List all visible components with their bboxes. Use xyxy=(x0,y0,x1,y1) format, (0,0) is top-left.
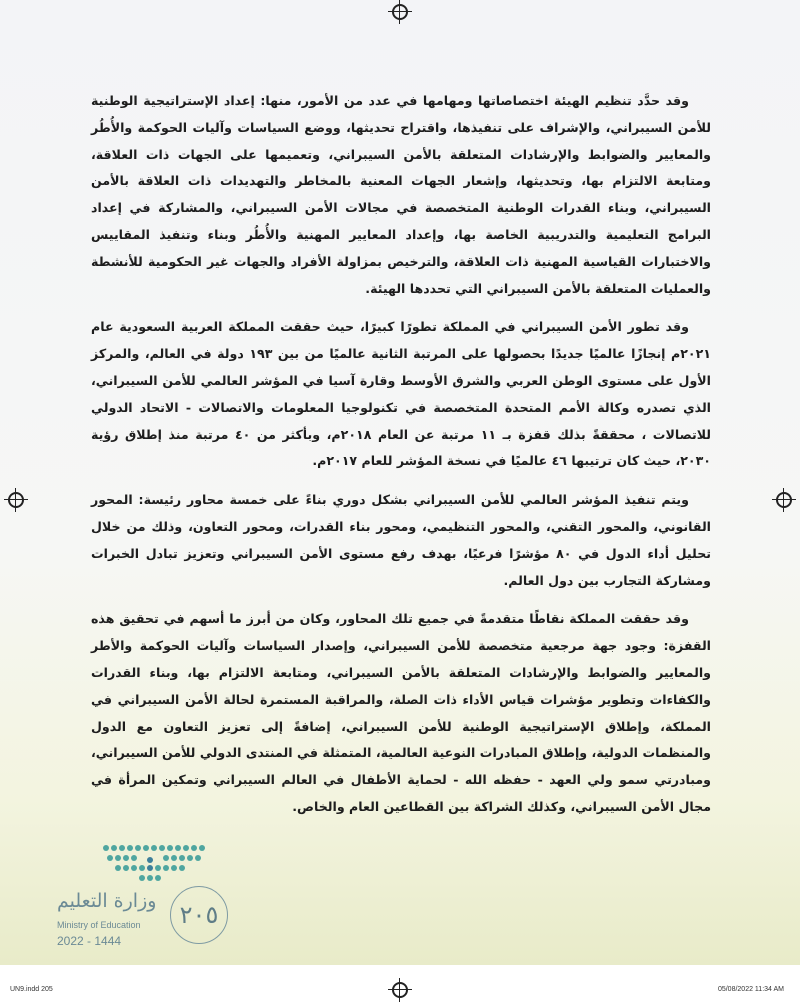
paragraph-4: وقد حققت المملكة نقاطًا متقدمةً في جميع تلك المحاور، وكان من أبرز ما أسهم في تحقيق هذه القفزة: وجود جهة مرجعية متخصصة للأمن السيبراني، وإصدار السياسات وآليات الحوكمة والأطر والمعايير والضوابط والإرشادات المتعلقة بالأمن السيبراني، ومتابعة الالتزام بها، وبناء القدرات والكفاءات وتطوير مؤشرات قياس الأداء ذات الصلة، والمراقبة المستمرة لحالة الأمن السيبراني في المملكة، وإطلاق الإستراتيجية الوطنية للأمن السيبراني، إضافةً إلى تعزيز التعاون مع الدول والمنظمات الدولية، وإطلاق المبادرات النوعية العالمية، المتمثلة في المنتدى الدولي للأمن السيبراني، ومبادرتي سمو ولي العهد - حفظه الله - لحماية الأطفال في العالم السيبراني وتمكين المرأة في مجال الأمن السيبراني، وكذلك الشراكة بين القطاعين العام والخاص. xyxy=(91,611,711,814)
registration-mark-left-icon xyxy=(8,492,24,508)
footer-date: 05/08/2022 11:34 AM xyxy=(717,986,784,993)
registration-mark-top-icon xyxy=(392,4,408,20)
registration-mark-bottom-icon xyxy=(392,982,408,998)
registration-mark-right-icon xyxy=(776,492,792,508)
ministry-logo-dots-icon xyxy=(98,838,218,888)
footer-file-name: UN9.indd 205 xyxy=(10,986,53,993)
ministry-name-english: Ministry of Education xyxy=(57,920,141,930)
ministry-logo xyxy=(52,838,232,958)
paragraph-2: وقد تطور الأمن السيبراني في المملكة تطورًا كبيرًا، حيث حققت المملكة العربية السعودية عام ٢٠٢١م إنجازًا عالميًا جديدًا بحصولها على المرتبة الثانية عالميًا من بين ١٩٣ دولة في العالم، والمركز الأول على مستوى الوطن العربي والشرق الأوسط وقارة آسيا في المؤشر العالمي للأمن السيبراني، الذي تصدره وكالة الأمم المتحدة المتخصصة في تكنولوجيا المعلومات والاتصالات - الاتحاد الدولي للاتصالات ، محققةً بذلك قفزة بـ ١١ مرتبة عن العام ٢٠١٨م، وبأكثر من ٤٠ مرتبة منذ إطلاق رؤية ٢٠٣٠، حيث كان ترتيبها ٤٦ عالميًا في نسخة المؤشر للعام ٢٠١٧م. xyxy=(91,319,711,469)
paragraph-1: وقد حدَّد تنظيم الهيئة اختصاصاتها ومهامها في عدد من الأمور، منها: إعداد الإستراتيجية الوطنية للأمن السيبراني، والإشراف على تنفيذها، واقتراح تحديثها، ووضع السياسات وآليات الحوكمة والأُطُر والمعايير والضوابط والإرشادات المتعلقة بالأمن السيبراني، وتعميمها على الجهات ذات العلاقة، ومتابعة الالتزام بها، وتحديثها، وإشعار الجهات المعنية بالمخاطر والتهديدات ذات العلاقة بالأمن السيبراني، وبناء القدرات الوطنية المتخصصة في مجالات الأمن السيبراني، والمشاركة في إعداد البرامج التعليمية والتدريبية الخاصة بها، وإعداد المعايير المهنية والأُطُر وبناء وتنفيذ المقاييس والاختبارات القياسية المهنية ذات العلاقة، والترخيص بمزاولة الأفراد والجهات غير الحكومية للأنشطة والعمليات المتعلقة بالأمن السيبراني التي تحددها الهيئة. xyxy=(91,93,711,296)
paragraph-3: ويتم تنفيذ المؤشر العالمي للأمن السيبراني بشكل دوري بناءً على خمسة محاور رئيسة: المحور القانوني، والمحور التقني، والمحور التنظيمي، ومحور بناء القدرات، ومحور التعاون، وذلك من خلال تحليل أداء الدول في ٨٠ مؤشرًا فرعيًا، بهدف رفع مستوى الأمن السيبراني وتعزيز تبادل الخبرات ومشاركة التجارب بين دول العالم. xyxy=(91,492,712,588)
ministry-name-arabic: وزارة التعليم xyxy=(57,890,157,912)
edition-years: 2022 - 1444 xyxy=(57,934,122,948)
page-number: ٢٠٥ xyxy=(170,886,228,944)
body-text xyxy=(91,88,711,833)
